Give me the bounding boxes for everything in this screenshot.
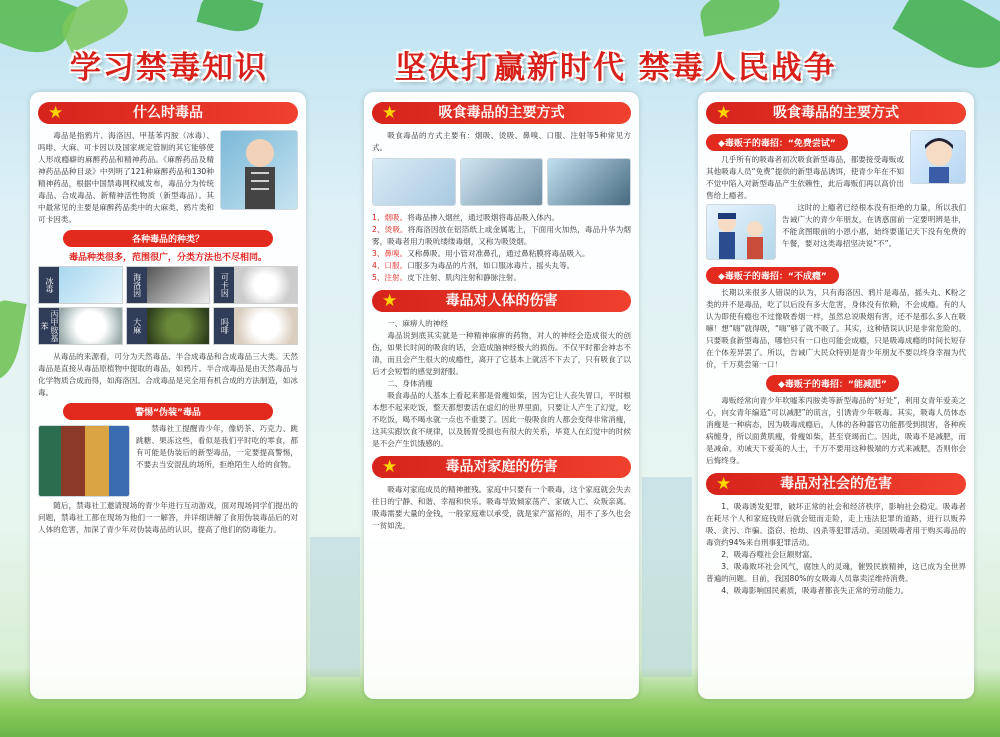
section-subheader: 各种毒品的种类？ bbox=[63, 230, 273, 247]
drug-cell: 大麻 bbox=[126, 307, 211, 345]
star-icon: ★ bbox=[382, 457, 398, 477]
injection-image bbox=[547, 158, 631, 206]
drug-image bbox=[234, 267, 297, 303]
society-harm-item: 2、吸毒吞噬社会巨额财富。 bbox=[721, 550, 818, 559]
addict-skeleton-image bbox=[220, 130, 298, 210]
section-subheader: 警惕“伪装”毒品 bbox=[63, 403, 273, 420]
leaf-decoration bbox=[0, 297, 27, 383]
police-kids-image bbox=[706, 204, 776, 260]
drug-cell: 可卡因 bbox=[213, 266, 298, 304]
drug-cell: 海洛因 bbox=[126, 266, 211, 304]
society-harm-item: 4、吸毒影响国民素质，吸毒者都丧失正常的劳动能力。 bbox=[721, 586, 909, 595]
star-icon: ★ bbox=[382, 103, 398, 123]
society-harm-item: 1、吸毒诱发犯罪，破坏正常的社会和经济秩序，影响社会稳定。吸毒者在耗尽个人和家庭钱财后就会铤而走险，走上违法犯罪的道路，进行以贩养吸、贪污、诈骗、盗窃、抢劫、凶杀等犯罪活动。美国吸毒者用于购买毒品的毒资约94%来自刑事犯罪活动。 bbox=[706, 502, 966, 547]
family-harm-text: 吸毒对家庭成员的精神摧残。家庭中只要有一个吸毒，这个家庭就会失去往日的宁静、和谐、幸福和快乐。吸毒导致倾家荡产、家破人亡、众叛亲离。吸毒需要大量的金钱，一般家庭难以承受，就是家产富裕的，用不了多久也会一贫如洗。 bbox=[372, 485, 631, 530]
drug-image bbox=[59, 308, 122, 344]
disguised-drugs-image bbox=[38, 425, 130, 497]
disguised-drugs-text-1: 禁毒社工提醒青少年，像奶茶、巧克力、跳跳糖、果冻这些，看似是我们平时吃的零食，都有可能是伪装后的新型毒品，一定要提高警惕，不要去当安混乱的场所，拒绝陌生人给的食物。 bbox=[136, 424, 298, 469]
harm-heading-2: 二、身体消瘦 bbox=[387, 379, 433, 388]
star-icon: ★ bbox=[48, 103, 64, 123]
method-item: 4、口服。口服多为毒品的片剂，如口服冰毒片、摇头丸等。 bbox=[372, 261, 575, 270]
panel-column-3 bbox=[698, 92, 974, 699]
drug-source-text: 从毒品的来源看，可分为天然毒品、半合成毒品和合成毒品三大类。天然毒品是直接从毒品原植物中提取的毒品，如鸦片。半合成毒品是由天然毒品与化学物质合成而得，如海洛因。合成毒品是完全用有机合成的方法制造，如冰毒。 bbox=[38, 352, 298, 397]
trick-subheader: ◆毒贩子的毒招：“能减肥” bbox=[766, 375, 899, 392]
disguised-drugs-text-2: 随后，禁毒社工邀请现场的青少年进行互动游戏，面对现场同学们提出的问题，禁毒社工都在现场为他们一一解答，并详细讲解了食用伪装毒品后的对人体的危害，加深了青少年对伪装毒品的认识，提高了他们的防毒能力。 bbox=[38, 501, 298, 534]
drug-image bbox=[234, 308, 297, 344]
section-header: ★ 吸食毒品的主要方式 bbox=[706, 102, 966, 124]
panel-column-2 bbox=[364, 92, 639, 699]
method-item: 2、烫吸。将海洛因放在铝箔纸上或金属匙上，下面用火加热，毒品升华为烟雾，吸毒者用力吸吮缕缕毒烟，又称为吸烫烟。 bbox=[372, 225, 631, 246]
section-header: ★ 毒品对人体的伤害 bbox=[372, 290, 631, 312]
method-item: 5、注射。皮下注射、肌肉注射和静脉注射。 bbox=[372, 273, 522, 282]
panel-column-1 bbox=[30, 92, 306, 699]
section-header: ★ 毒品对家庭的伤害 bbox=[372, 456, 631, 478]
drug-cell: 吗啡 bbox=[213, 307, 298, 345]
method-item: 3、鼻嗅。又称鼻吸。用小管对准鼻孔，通过鼻粘膜将毒品吸入。 bbox=[372, 249, 590, 258]
city-skyline bbox=[642, 477, 692, 677]
main-title-right: 坚决打赢新时代 禁毒人民战争 bbox=[395, 50, 837, 86]
city-skyline bbox=[310, 537, 360, 677]
free-trial-text-1: 几乎所有的吸毒者初次吸食新型毒品，都要接受毒贩或其他吸毒人员“免费”提供的新型毒品诱饵，使青少年在不知不觉中陷入对新型毒品产生依赖性，此后毒贩们再以高价出售给上瘾者。 bbox=[706, 155, 904, 200]
smoking-image bbox=[460, 158, 544, 206]
what-is-drugs-text: 毒品是指鸦片、海洛因、甲基苯丙胺（冰毒）、吗啡、大麻、可卡因以及国家规定管制的其它能够使人形成瘾癖的麻醉药品和精神药品。《麻醉药品及精神药品品种目录》中列明了121种麻醉药品和130种精神药品，根据中国禁毒网权威发布，毒品分为传统毒品、合成毒品、新精神活性物质（新型毒品）。其中最常见的主要是麻醉药品类中的大麻类、鸦片类和可卡因类。 bbox=[38, 131, 214, 224]
main-title-left: 学习禁毒知识 bbox=[70, 50, 268, 86]
section-header: ★ 毒品对社会的危害 bbox=[706, 473, 966, 495]
method-item: 1、烟吸。将毒品掺入烟丝，通过吸烟将毒品吸入体内。 bbox=[372, 213, 560, 222]
cartoon-boy-image bbox=[910, 130, 966, 184]
trick-subheader: ◆毒贩子的毒招：“不成瘾” bbox=[706, 267, 839, 284]
harm-heading-1: 一、麻痹人的神经 bbox=[387, 319, 448, 328]
star-icon: ★ bbox=[716, 474, 732, 494]
leaf-decoration bbox=[697, 0, 783, 37]
leaf-decoration bbox=[892, 0, 1000, 83]
society-harm-item: 3、吸毒败坏社会风气，腐蚀人的灵魂，催毁民族精神，这已成为全世界普遍的问题。目前，我国80%的女吸毒人员靠卖淫维持消费。 bbox=[706, 562, 966, 583]
harm-text-2: 吸食毒品的人基本上看起来都是骨瘦如柴，因为它让人丧失胃口，平时根本想不起来吃饭，整天都想要活在虚幻的世界里面，只要让人产生了幻觉，吃不吃饭，喝不喝水就一点也不重要了。因此一般吸食的人都会变得非常消瘦，这其实跟饮食不规律，以及肠胃受损也有很大的关系，毕竟人在幻觉中的时候是不会产生饥饿感的。 bbox=[372, 391, 631, 448]
free-trial-text-2: 这时的上瘾者已经根本没有拒绝的力量，所以我们告诫广大的青少年朋友，在诱惑面前一定要明辨是非，不能贪图眼前的小恩小惠，始终要谨记天下没有免费的午餐，要对这类毒招坚决说“不”。 bbox=[782, 203, 966, 248]
police-image bbox=[372, 158, 456, 206]
section-header: ★ 吸食毒品的主要方式 bbox=[372, 102, 631, 124]
drug-types-grid bbox=[38, 266, 298, 345]
trick-subheader: ◆毒贩子的毒招：“免费尝试” bbox=[706, 134, 848, 151]
drug-image bbox=[59, 267, 122, 303]
harm-text-1: 毒品说到底其实就是一种精神麻痹的药物，对人的神经会造成很大的创伤，如果长时间的吸食的话，会造成脑神经极大的损伤。不仅平时都会神志不清，而且会产生很大的成瘾性，离开了它基本上就活不下去了，只有吸食了以后才会短暂的感觉到舒服。 bbox=[372, 331, 631, 376]
drug-types-note: 毒品种类很多，范围很广，分类方法也不尽相同。 bbox=[68, 253, 267, 263]
drug-image bbox=[147, 267, 210, 303]
drug-cell: 冰毒 bbox=[38, 266, 123, 304]
section-header: ★ 什么时毒品 bbox=[38, 102, 298, 124]
methods-images bbox=[372, 158, 631, 206]
leaf-decoration bbox=[196, 0, 263, 37]
drug-image bbox=[147, 308, 210, 344]
methods-intro: 吸食毒品的方式主要有：烟吸、烫吸、鼻嗅、口服、注射等5种常见方式。 bbox=[372, 131, 631, 152]
weight-loss-text: 毒贩经常向青少年吹嘘苯丙胺类等新型毒品的“好处”，利用女青年爱美之心，向女青年编造“可以减肥”的谎言，引诱青少年吸毒。其实，吸毒人员体态消瘦是一种病态，因为吸毒成瘾后，人体的各种器官功能都受到损害，各种疾病缠身，所以面黄肌瘦，骨瘦如柴，甚至衰竭而亡。因此，吸毒不是减肥，而是减命。劝诫天下爱美的人士，千万不要用这种极端的方式来减肥，否则你会后悔终身。 bbox=[706, 396, 966, 465]
drug-cell: 丙甲胺基苯 bbox=[38, 307, 123, 345]
star-icon: ★ bbox=[382, 291, 398, 311]
star-icon: ★ bbox=[716, 103, 732, 123]
not-addictive-text: 长期以来很多人错误的认为，只有海洛因、鸦片是毒品，摇头丸、K粉之类的并不是毒品，吃了以后没有多大危害，身体没有依赖，不会成瘾。有的人认为即使有瘾也不过像吸香烟一样，虽然总说吸烟有害，还不是那么多人在吸嘛！想“嗨”就得吸，“嗨”够了就不吸了。其实，这种错误认识是非常危险的。只要吸食新型毒品，哪怕只有一口也可能会成瘾，只是吸毒成瘾的时间长短存在个体差异罢了。所以，告诫广大民众特别是青少年朋友不要以终身幸福为代价，千万莫尝第一口！ bbox=[706, 288, 966, 369]
